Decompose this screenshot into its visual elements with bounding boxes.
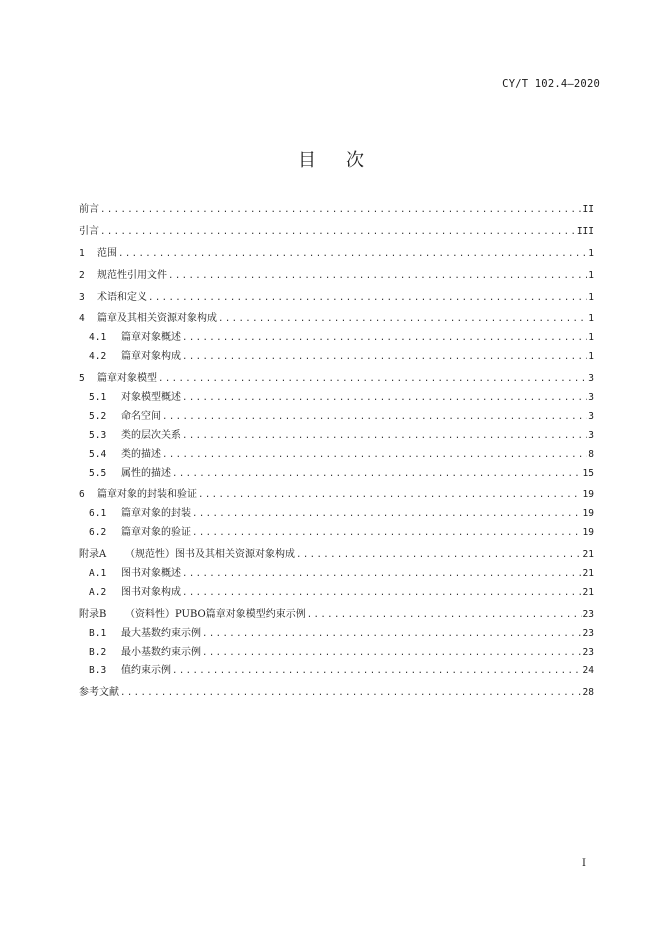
toc-entry-label: 篇章对象的验证 xyxy=(121,527,191,539)
toc-dot-leader xyxy=(307,606,582,625)
toc-entry-page: 23 xyxy=(582,627,594,639)
toc-entry-page: 1 xyxy=(588,332,594,344)
toc-entry-label: 最大基数约束示例 xyxy=(121,627,201,639)
toc-entry-page: 1 xyxy=(588,351,594,363)
toc-entry-number: 附录A xyxy=(79,549,107,561)
standard-code: CY/T 102.4—2020 xyxy=(502,78,600,90)
page-title: 目次 xyxy=(298,150,394,171)
toc-dot-leader xyxy=(296,546,582,565)
toc-entry[interactable] xyxy=(79,684,594,703)
toc-dot-leader xyxy=(202,644,582,663)
toc-entry[interactable] xyxy=(79,267,594,286)
toc-entry-label: 篇章对象模型 xyxy=(97,373,157,385)
toc-entry-page: 24 xyxy=(582,665,594,677)
toc-entry-label: 前言 xyxy=(79,204,99,215)
toc-entry-label: 类的层次关系 xyxy=(121,429,181,441)
toc-entry[interactable] xyxy=(79,486,594,505)
toc-entry-label: 篇章对象的封装 xyxy=(121,508,191,520)
toc-entry-label: （规范性）图书及其相关资源对象构成 xyxy=(125,549,295,561)
toc-entry[interactable] xyxy=(79,465,594,484)
toc-entry-page: 3 xyxy=(588,373,594,385)
toc-entry-page: 15 xyxy=(582,467,594,479)
toc-entry-number: 2 xyxy=(79,269,85,281)
toc-dot-leader xyxy=(198,486,582,505)
toc-entry-page: 3 xyxy=(588,429,594,441)
toc-entry-number: B.2 xyxy=(89,646,107,658)
toc-entry-page: 21 xyxy=(582,586,594,598)
toc-dot-leader xyxy=(172,662,582,681)
toc-entry-page: 1 xyxy=(588,291,594,303)
toc-dot-leader xyxy=(182,427,587,446)
toc-entry-page: 19 xyxy=(582,527,594,539)
toc-dot-leader xyxy=(100,201,582,220)
toc-entry-number: 4 xyxy=(79,313,85,325)
toc-entry-number: 6.1 xyxy=(89,508,107,520)
toc-dot-leader xyxy=(120,684,582,703)
toc-dot-leader xyxy=(192,505,582,524)
toc-entry-page: 21 xyxy=(582,549,594,561)
toc-entry-page: 1 xyxy=(588,269,594,281)
toc-entry-label: 篇章对象的封装和验证 xyxy=(97,489,197,501)
toc-entry-label: 命名空间 xyxy=(121,410,161,422)
toc-entry-number: B.1 xyxy=(89,627,107,639)
toc-entry-page: 23 xyxy=(582,608,594,620)
toc-entry-label: 范围 xyxy=(97,247,117,259)
toc-entry[interactable] xyxy=(79,446,594,465)
toc-dot-leader xyxy=(182,329,587,348)
toc-entry[interactable] xyxy=(79,606,594,625)
toc-entry-label: 术语和定义 xyxy=(97,291,147,303)
toc-entry-label: 篇章对象概述 xyxy=(121,332,181,344)
toc-entry-page: 8 xyxy=(588,448,594,460)
toc-entry-number: 3 xyxy=(79,291,85,303)
page-number: I xyxy=(582,858,586,869)
toc-entry-label: 参考文献 xyxy=(79,687,119,699)
toc-entry-number: 5 xyxy=(79,373,85,385)
toc-dot-leader xyxy=(218,310,587,329)
toc-entry-page: 1 xyxy=(588,313,594,325)
toc-entry-page: 28 xyxy=(582,687,594,699)
toc-entry[interactable] xyxy=(79,329,594,348)
toc-entry-page: 1 xyxy=(588,247,594,259)
toc-entry[interactable] xyxy=(79,408,594,427)
toc-entry-number: 4.2 xyxy=(89,351,107,363)
toc-entry[interactable] xyxy=(79,524,594,543)
toc-dot-leader xyxy=(118,245,587,264)
toc-entry[interactable] xyxy=(79,644,594,663)
toc-entry-number: 1 xyxy=(79,247,85,259)
toc-dot-leader xyxy=(202,625,582,644)
toc-entry-label: 类的描述 xyxy=(121,448,161,460)
toc-entry-number: A.2 xyxy=(89,586,107,598)
toc-entry[interactable] xyxy=(79,201,594,220)
toc-dot-leader xyxy=(168,267,587,286)
toc-entry-page: 19 xyxy=(582,508,594,520)
toc-dot-leader xyxy=(182,584,582,603)
toc-entry-label: 规范性引用文件 xyxy=(97,269,167,281)
toc-entry-page: III xyxy=(576,225,594,237)
toc-entry[interactable] xyxy=(79,348,594,367)
toc-dot-leader xyxy=(162,446,587,465)
toc-dot-leader xyxy=(100,223,576,242)
toc-dot-leader xyxy=(172,465,582,484)
toc-dot-leader xyxy=(148,289,587,308)
toc-entry-number: 6 xyxy=(79,489,85,501)
toc-entry-label: （资料性）PUBO篇章对象模型约束示例 xyxy=(125,608,306,620)
toc-entry[interactable] xyxy=(79,245,594,264)
toc-dot-leader xyxy=(182,348,587,367)
toc-entry-label: 最小基数约束示例 xyxy=(121,646,201,658)
toc-entry-number: 6.2 xyxy=(89,527,107,539)
toc-entry-page: 3 xyxy=(588,410,594,422)
toc-entry-label: 篇章及其相关资源对象构成 xyxy=(97,313,217,325)
toc-entry[interactable] xyxy=(79,427,594,446)
toc-entry-label: 图书对象概述 xyxy=(121,568,181,580)
toc-dot-leader xyxy=(192,524,582,543)
toc-entry-page: 3 xyxy=(588,392,594,404)
table-of-contents xyxy=(79,201,594,703)
toc-entry-label: 图书对象构成 xyxy=(121,586,181,598)
toc-dot-leader xyxy=(162,408,587,427)
toc-entry-page: II xyxy=(582,204,594,215)
toc-entry[interactable] xyxy=(79,289,594,308)
toc-entry-number: 5.3 xyxy=(89,429,107,441)
toc-entry-label: 属性的描述 xyxy=(121,467,171,479)
toc-entry-number: 4.1 xyxy=(89,332,107,344)
toc-entry[interactable] xyxy=(79,565,594,584)
toc-entry-page: 21 xyxy=(582,568,594,580)
toc-entry-label: 篇章对象构成 xyxy=(121,351,181,363)
toc-dot-leader xyxy=(158,370,587,389)
toc-entry[interactable] xyxy=(79,370,594,389)
toc-entry[interactable] xyxy=(79,505,594,524)
toc-entry-label: 值约束示例 xyxy=(121,665,171,677)
toc-entry-number: B.3 xyxy=(89,665,107,677)
toc-entry[interactable] xyxy=(79,584,594,603)
toc-entry-page: 19 xyxy=(582,489,594,501)
toc-entry[interactable] xyxy=(79,546,594,565)
toc-entry-number: 5.5 xyxy=(89,467,107,479)
toc-entry-number: A.1 xyxy=(89,568,107,580)
toc-entry-number: 附录B xyxy=(79,608,107,620)
toc-entry-number: 5.2 xyxy=(89,410,107,422)
toc-entry[interactable] xyxy=(79,310,594,329)
toc-dot-leader xyxy=(182,389,587,408)
toc-dot-leader xyxy=(182,565,582,584)
toc-entry-label: 引言 xyxy=(79,225,99,237)
toc-entry-label: 对象模型概述 xyxy=(121,392,181,404)
toc-entry[interactable] xyxy=(79,223,594,242)
toc-entry[interactable] xyxy=(79,389,594,408)
toc-entry-number: 5.4 xyxy=(89,448,107,460)
toc-entry[interactable] xyxy=(79,625,594,644)
toc-entry-number: 5.1 xyxy=(89,392,107,404)
toc-entry-page: 23 xyxy=(582,646,594,658)
toc-entry[interactable] xyxy=(79,662,594,681)
